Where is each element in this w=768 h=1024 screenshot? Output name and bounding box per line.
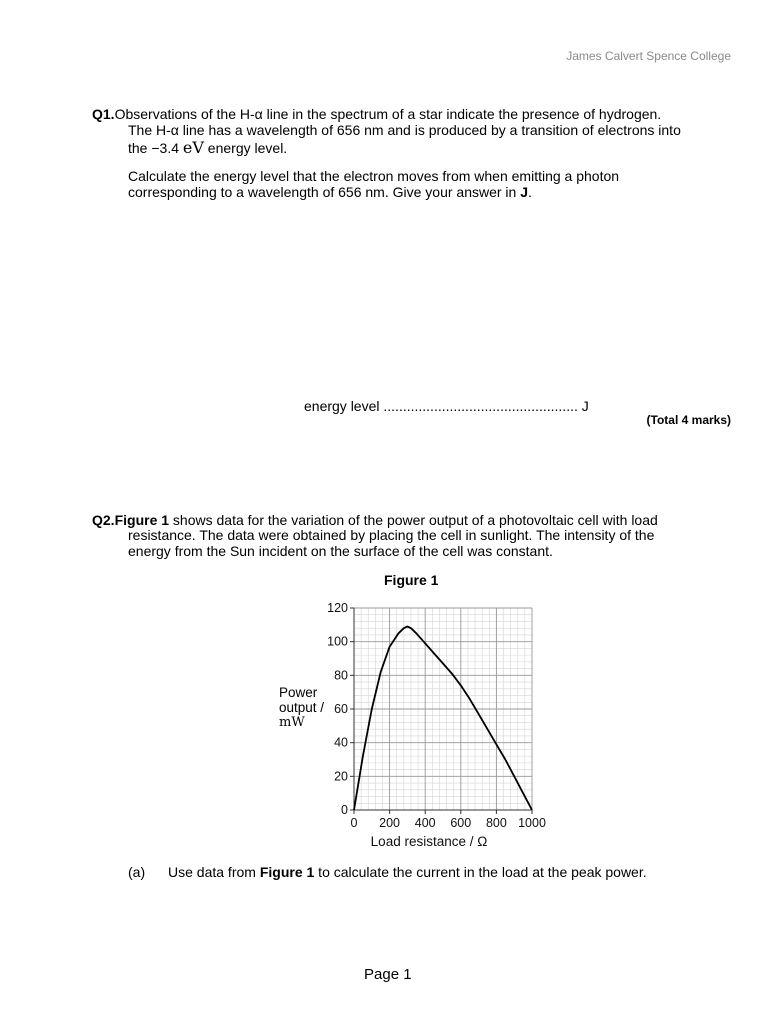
q1-para2-line2-pre: corresponding to a wavelength of 656 nm. Give your answer in bbox=[128, 184, 521, 200]
y-tick-label: 0 bbox=[341, 803, 348, 817]
y-tick-label: 100 bbox=[327, 634, 348, 649]
q1-line3-pre: the −3.4 bbox=[128, 140, 183, 156]
q2-figure-ref: Figure 1 bbox=[114, 512, 170, 528]
part-a-question bbox=[168, 864, 647, 880]
x-tick-label: 0 bbox=[350, 816, 358, 830]
q1-text-line1: Observations of the H-α line in the spectrum of a star indicate the presence of hydrogen. bbox=[114, 106, 662, 122]
q2-text-line1: shows data for the variation of the power output of a photovoltaic cell with load bbox=[169, 512, 658, 528]
part-a-pre: Use data from bbox=[168, 864, 260, 880]
q2-text-line2: resistance. The data were obtained by placing the cell in sunlight. The intensity of the bbox=[128, 527, 655, 543]
q1-unit-joules: J bbox=[520, 184, 529, 200]
page-number: Page 1 bbox=[364, 966, 412, 983]
figure-title: Figure 1 bbox=[384, 572, 439, 588]
x-tick-label: 1000 bbox=[518, 816, 546, 830]
school-header: James Calvert Spence College bbox=[566, 49, 731, 63]
x-tick-label: 200 bbox=[379, 816, 401, 830]
q1-text-line2: The H-α line has a wavelength of 656 nm and is produced by a transition of electrons into bbox=[128, 122, 681, 138]
y-label-line2: output / bbox=[279, 700, 325, 715]
q1-para2-line2-post: . bbox=[528, 184, 532, 200]
y-label-unit: mW bbox=[279, 715, 305, 730]
x-tick-label: 600 bbox=[450, 816, 472, 830]
q1-line3-post: energy level. bbox=[203, 140, 288, 156]
q2-number: Q2. bbox=[92, 512, 115, 528]
x-axis-label: Load resistance / Ω bbox=[370, 834, 488, 849]
y-tick-label: 40 bbox=[334, 735, 348, 750]
q1-para2-line1: Calculate the energy level that the electron moves from when emitting a photon bbox=[128, 168, 620, 184]
part-a-figure-ref: Figure 1 bbox=[259, 864, 315, 880]
part-a-label: (a) bbox=[128, 864, 146, 880]
q1-total-marks: (Total 4 marks) bbox=[646, 413, 731, 427]
y-tick-label: 20 bbox=[334, 769, 348, 784]
y-tick-label: 120 bbox=[327, 601, 348, 615]
x-tick-label: 400 bbox=[414, 816, 436, 830]
y-tick-label: 60 bbox=[334, 702, 348, 716]
q1-number: Q1. bbox=[92, 106, 115, 122]
part-a-post: to calculate the current in the load at the peak power. bbox=[314, 864, 647, 880]
y-tick-label: 80 bbox=[334, 668, 348, 683]
q2-text-line3: energy from the Sun incident on the surface of the cell was constant. bbox=[128, 543, 553, 559]
q1-answer-line[interactable]: energy level .................................................. J bbox=[304, 398, 589, 414]
q1-ev-unit: eV bbox=[182, 138, 204, 157]
x-tick-label: 800 bbox=[485, 816, 507, 830]
y-label-line1: Power bbox=[279, 685, 318, 700]
power-curve bbox=[354, 627, 532, 811]
